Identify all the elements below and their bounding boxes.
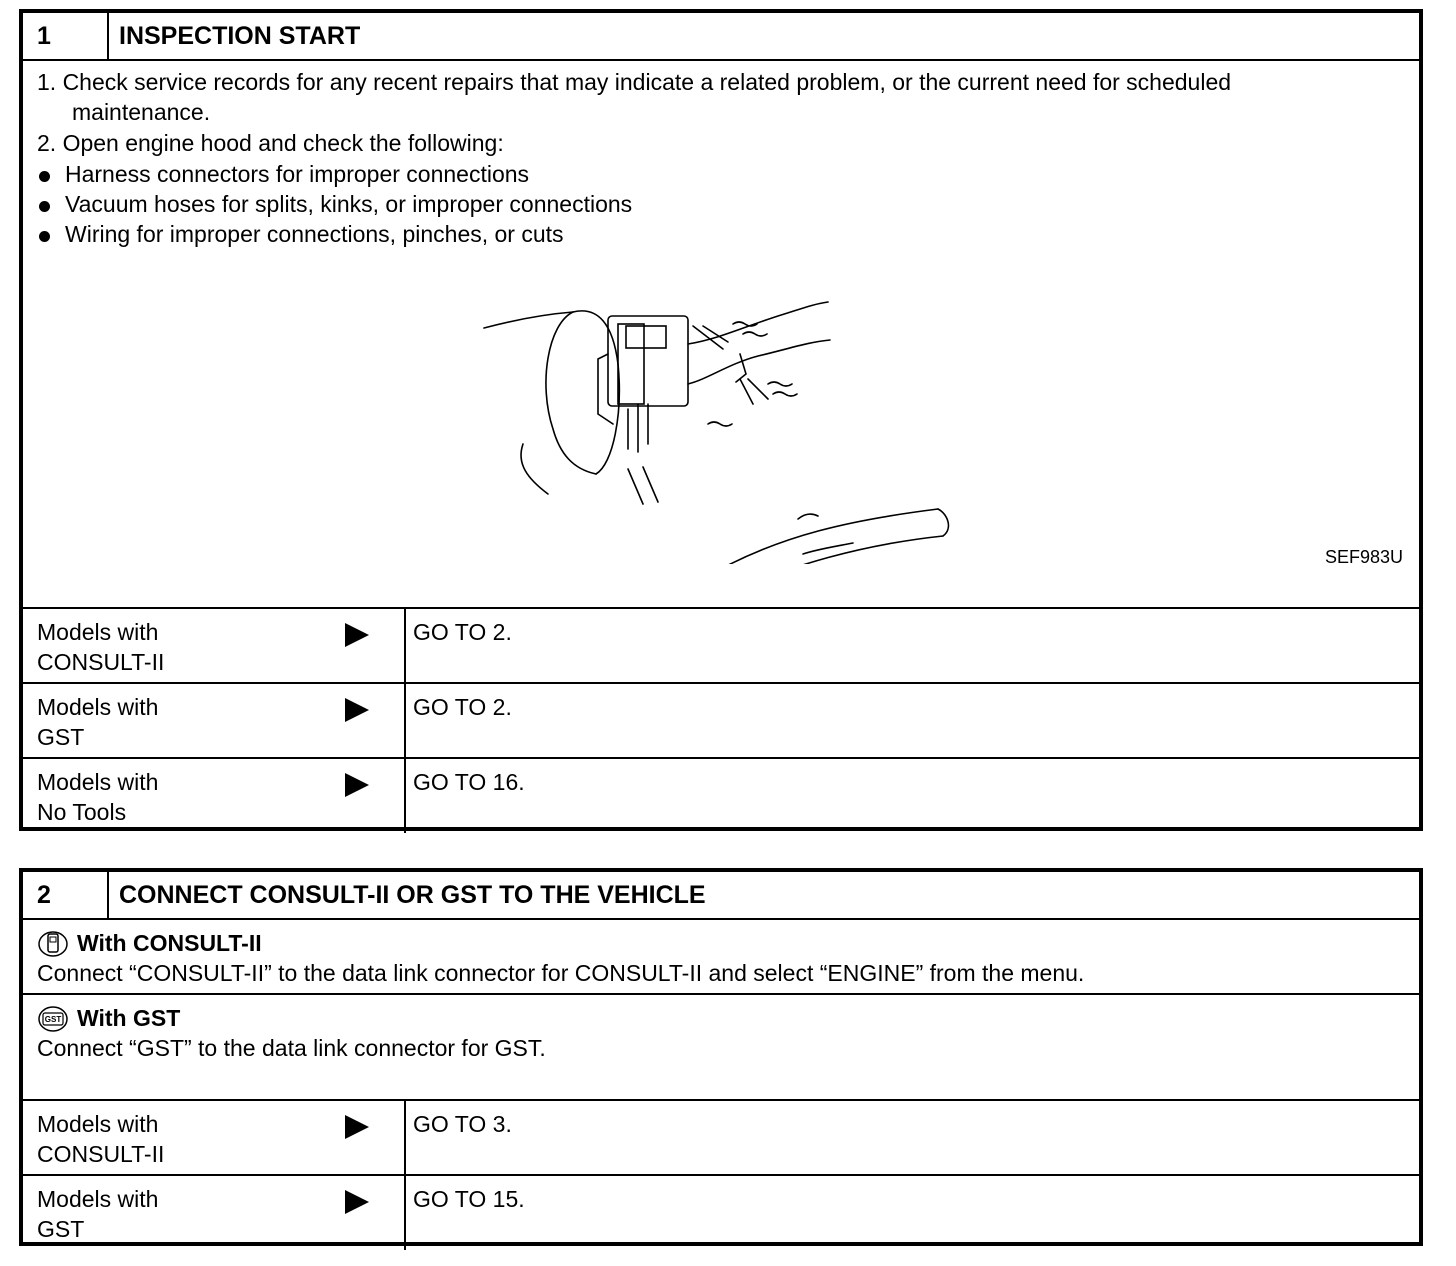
bullet-dot bbox=[39, 171, 50, 182]
result-row bbox=[23, 1101, 1419, 1176]
column-divider bbox=[404, 609, 406, 682]
with-gst-section bbox=[23, 995, 1419, 1101]
column-divider bbox=[404, 684, 406, 757]
instruction-line-1: 1. Check service records for any recent repairs that may indicate a related problem, or the current need for scheduled bbox=[37, 69, 1232, 95]
result-row bbox=[23, 1176, 1419, 1250]
section-text: Connect “CONSULT-II” to the data link connector for CONSULT-II and select “ENGINE” from the menu. bbox=[37, 960, 1085, 986]
bullet-item: Vacuum hoses for splits, kinks, or improper connections bbox=[65, 191, 633, 217]
consult-icon bbox=[37, 930, 69, 958]
column-divider bbox=[404, 1101, 406, 1174]
section-text: Connect “GST” to the data link connector for GST. bbox=[37, 1035, 546, 1061]
step-2-header bbox=[23, 872, 1419, 920]
step-2-table bbox=[19, 868, 1423, 1246]
bullet-dot bbox=[39, 231, 50, 242]
column-divider bbox=[404, 759, 406, 833]
result-row bbox=[23, 609, 1419, 684]
bullet-item: Wiring for improper connections, pinches, or cuts bbox=[65, 221, 564, 247]
with-consult-section bbox=[23, 920, 1419, 995]
condition-text: Models with CONSULT-II bbox=[37, 1111, 165, 1167]
step-title: CONNECT CONSULT-II OR GST TO THE VEHICLE bbox=[119, 881, 706, 909]
arrow-right-icon bbox=[345, 773, 369, 797]
step-number: 1 bbox=[23, 13, 109, 59]
bullet-item: Harness connectors for improper connections bbox=[65, 161, 530, 187]
harness-connector-illustration bbox=[478, 264, 958, 564]
svg-text:GST: GST bbox=[44, 1015, 62, 1024]
section-heading: With GST bbox=[77, 1005, 181, 1031]
condition-text: Models with No Tools bbox=[37, 769, 159, 825]
arrow-right-icon bbox=[345, 698, 369, 722]
gst-icon bbox=[37, 1005, 69, 1033]
result-row bbox=[23, 759, 1419, 833]
goto-text: GO TO 15. bbox=[413, 1186, 525, 1212]
condition-text: Models with GST bbox=[37, 694, 159, 750]
condition-text: Models with GST bbox=[37, 1186, 159, 1242]
column-divider bbox=[404, 1176, 406, 1250]
goto-text: GO TO 3. bbox=[413, 1111, 512, 1137]
step-1-header bbox=[23, 13, 1419, 61]
goto-text: GO TO 2. bbox=[413, 619, 512, 645]
condition-text: Models with CONSULT-II bbox=[37, 619, 165, 675]
goto-text: GO TO 16. bbox=[413, 769, 525, 795]
bullet-dot bbox=[39, 201, 50, 212]
figure-code: SEF983U bbox=[1324, 547, 1403, 567]
goto-text: GO TO 2. bbox=[413, 694, 512, 720]
instruction-line-2: 2. Open engine hood and check the following: bbox=[37, 130, 504, 156]
arrow-right-icon bbox=[345, 1115, 369, 1139]
step-1-instructions bbox=[23, 61, 1419, 609]
arrow-right-icon bbox=[345, 623, 369, 647]
instruction-line-1-cont: maintenance. bbox=[72, 99, 211, 125]
arrow-right-icon bbox=[345, 1190, 369, 1214]
step-number: 2 bbox=[23, 872, 109, 918]
step-title: INSPECTION START bbox=[119, 22, 361, 50]
section-heading: With CONSULT-II bbox=[77, 930, 262, 956]
result-row bbox=[23, 684, 1419, 759]
step-1-table bbox=[19, 9, 1423, 831]
